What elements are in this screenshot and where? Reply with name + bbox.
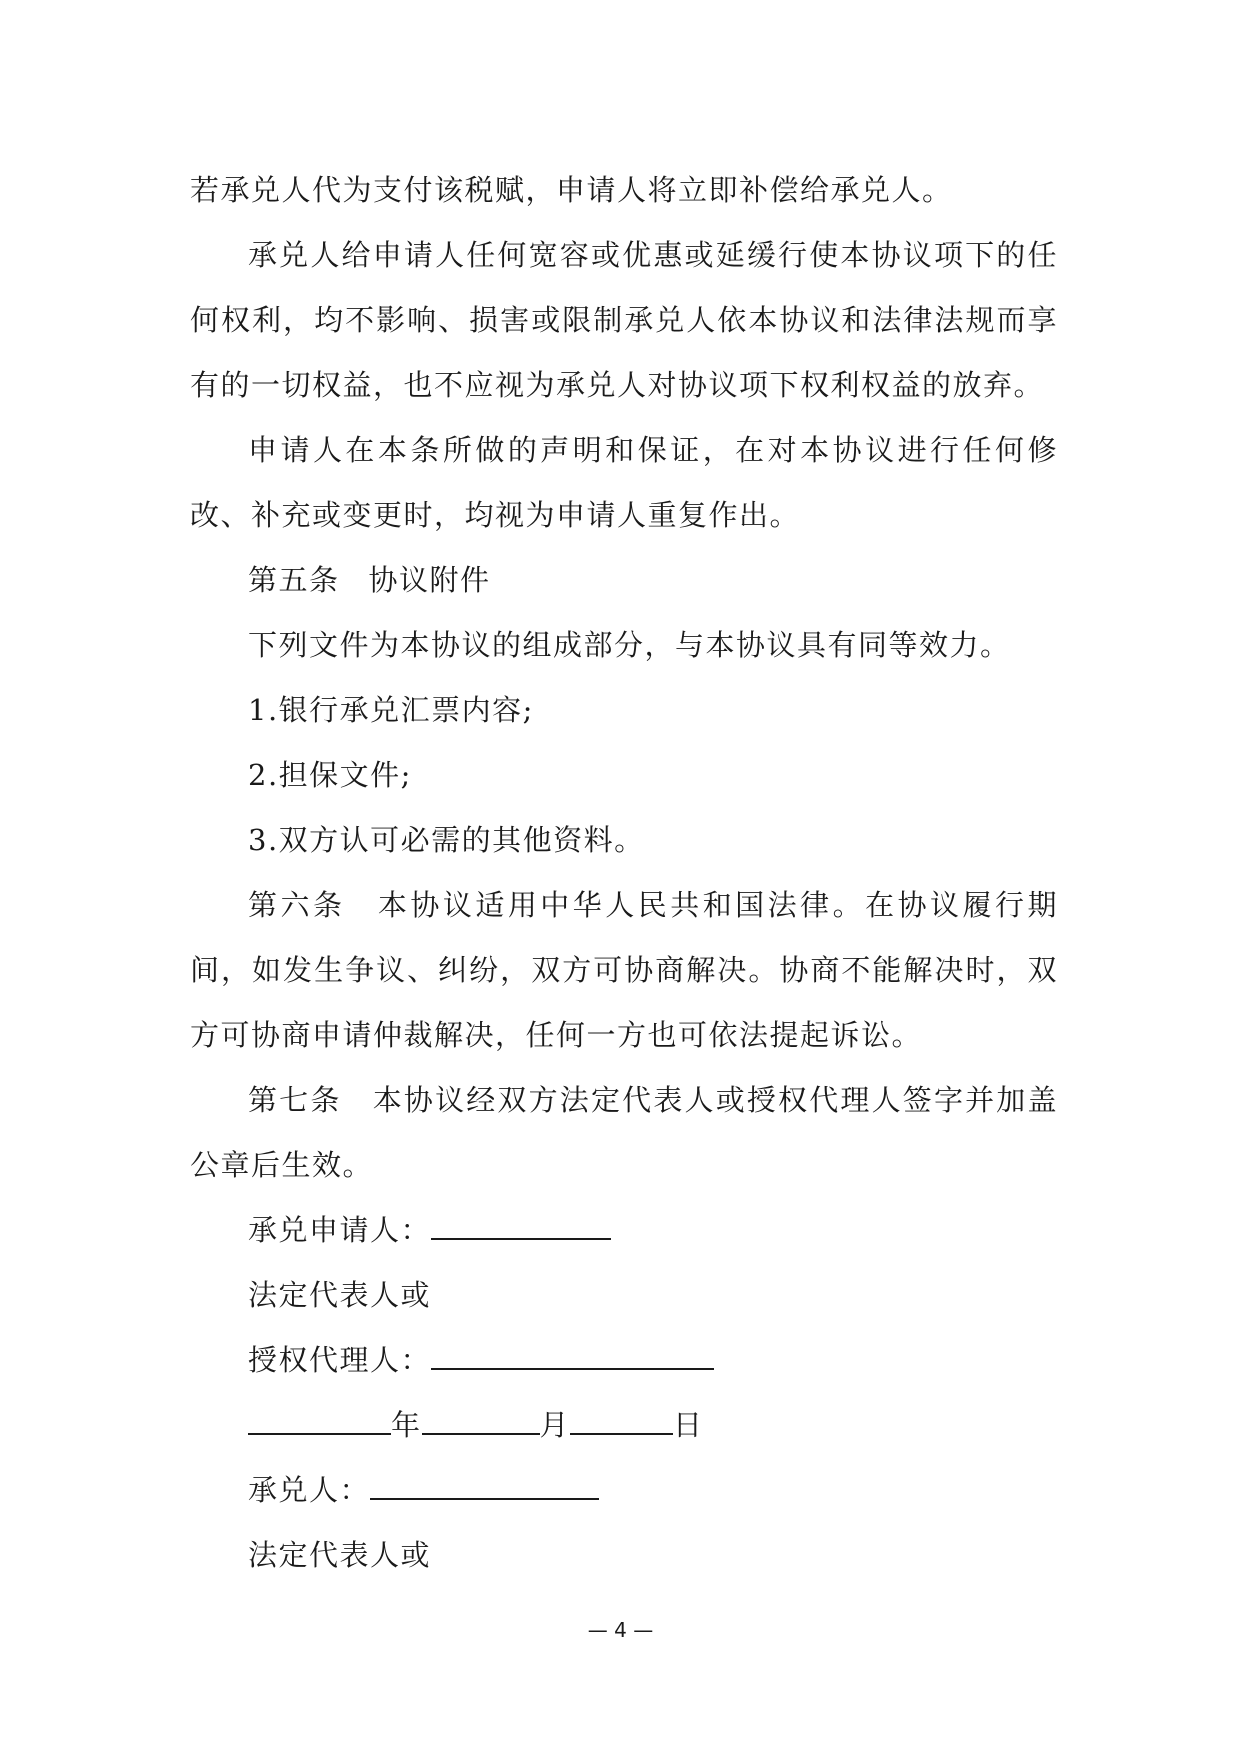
article-5-number: 第五条 [248, 563, 340, 597]
page-number: — 4 — [587, 1618, 654, 1642]
paragraph-tax-compensation: 若承兑人代为支付该税赋，申请人将立即补偿给承兑人。 [190, 173, 953, 207]
legal-representative-line-1: 法定代表人或 [248, 1278, 432, 1312]
applicant-signature-line [190, 1198, 1058, 1263]
day-label: 日 [673, 1408, 704, 1442]
month-blank[interactable] [422, 1411, 540, 1435]
applicant-blank[interactable] [431, 1216, 611, 1240]
article-5-title: 协议附件 [368, 563, 491, 597]
acceptor-label: 承兑人： [248, 1473, 371, 1507]
paragraph-representations: 申请人在本条所做的声明和保证，在对本协议进行任何修改、补充或变更时，均视为申请人重复作出。 [190, 433, 1058, 532]
acceptor-signature-line [190, 1458, 1058, 1523]
attachment-item-1: 1.银行承兑汇票内容; [248, 693, 534, 727]
paragraph-waiver: 承兑人给申请人任何宽容或优惠或延缓行使本协议项下的任何权利，均不影响、损害或限制承兑人依本协议和法律法规而享有的一切权益，也不应视为承兑人对协议项下权利权益的放弃。 [190, 238, 1058, 402]
year-label: 年 [391, 1408, 422, 1442]
acceptor-blank[interactable] [370, 1476, 599, 1500]
paragraph-attachments-intro: 下列文件为本协议的组成部分，与本协议具有同等效力。 [248, 628, 1011, 662]
legal-representative-line-2: 法定代表人或 [248, 1538, 432, 1572]
applicant-label: 承兑申请人： [248, 1213, 432, 1247]
agent-blank[interactable] [431, 1346, 714, 1370]
article-7: 第七条 本协议经双方法定代表人或授权代理人签字并加盖公章后生效。 [190, 1083, 1058, 1182]
month-label: 月 [539, 1408, 571, 1442]
article-6: 第六条 本协议适用中华人民共和国法律。在协议履行期间，如发生争议、纠纷，双方可协商解决。协商不能解决时，双方可协商申请仲裁解决，任何一方也可依法提起诉讼。 [190, 888, 1058, 1052]
agent-signature-line [190, 1328, 1058, 1393]
document-body [190, 158, 1058, 1588]
agent-label: 授权代理人： [248, 1343, 432, 1377]
day-blank[interactable] [570, 1411, 673, 1435]
year-blank[interactable] [248, 1411, 391, 1435]
article-5-heading [190, 548, 1058, 613]
date-line [190, 1393, 1058, 1458]
attachment-item-2: 2.担保文件; [248, 758, 412, 792]
attachment-item-3: 3.双方认可必需的其他资料。 [248, 823, 645, 857]
